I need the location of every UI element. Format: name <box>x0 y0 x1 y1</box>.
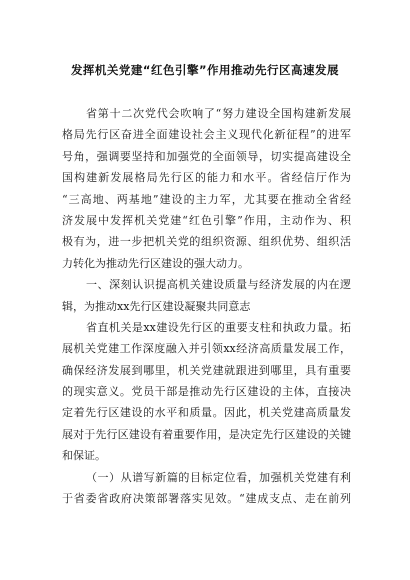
document-body <box>62 103 351 509</box>
text-line: 展机关党建工作深度融入并引领xx经济高质量发展工作， <box>62 342 351 356</box>
text-line: 力转化为推动先行区建设的强大动力。 <box>62 256 249 270</box>
text-line: 省第十二次党代会吹响了“努力建设全国构建新发展 <box>86 107 351 120</box>
text-line: 确保经济发展到哪里，机关党建就跟进到哪里，具有重要 <box>62 363 351 377</box>
text-line: 格局先行区奋进全面建设社会主义现代化新征程”的进军 <box>62 128 351 142</box>
text-line: 省直机关是xx建设先行区的重要支柱和执政力量。拓 <box>86 320 351 334</box>
document-title: 发挥机关党建“红色引擎”作用推动先行区高速发展 <box>70 63 340 77</box>
text-line: 辑，为推动xx先行区建设凝聚共同意志 <box>62 299 251 313</box>
text-line: 济发展中发挥机关党建“红色引擎”作用，主动作为、积 <box>62 213 351 227</box>
text-line: 和保证。 <box>62 449 106 463</box>
text-line: “三高地、两基地”建设的主力军，尤其要在推动全省经 <box>62 192 351 206</box>
text-line: 的现实意义。党员干部是推动先行区建设的主体，直接决 <box>62 385 351 399</box>
text-line: 一、深刻认识提高机关建设质量与经济发展的内在逻 <box>86 278 351 292</box>
text-line: 于省委省政府决策部署落实见效。“建成支点、走在前列 <box>62 492 351 506</box>
text-line: 国构建新发展格局先行区的能力和水平。省经信厅作为 <box>62 171 351 185</box>
text-line: 定着先行区建设的水平和质量。因此，机关党建高质量发 <box>62 406 351 420</box>
text-line: 极有为，进一步把机关党的组织资源、组织优势、组织活 <box>62 235 351 249</box>
text-line: 号角，强调要坚持和加强党的全面领导，切实提高建设全 <box>62 149 351 163</box>
text-line: 展对于先行区建设有着重要作用，是决定先行区建设的关键 <box>62 427 351 441</box>
text-line: （一）从谱写新篇的目标定位看，加强机关党建有利 <box>86 470 351 484</box>
